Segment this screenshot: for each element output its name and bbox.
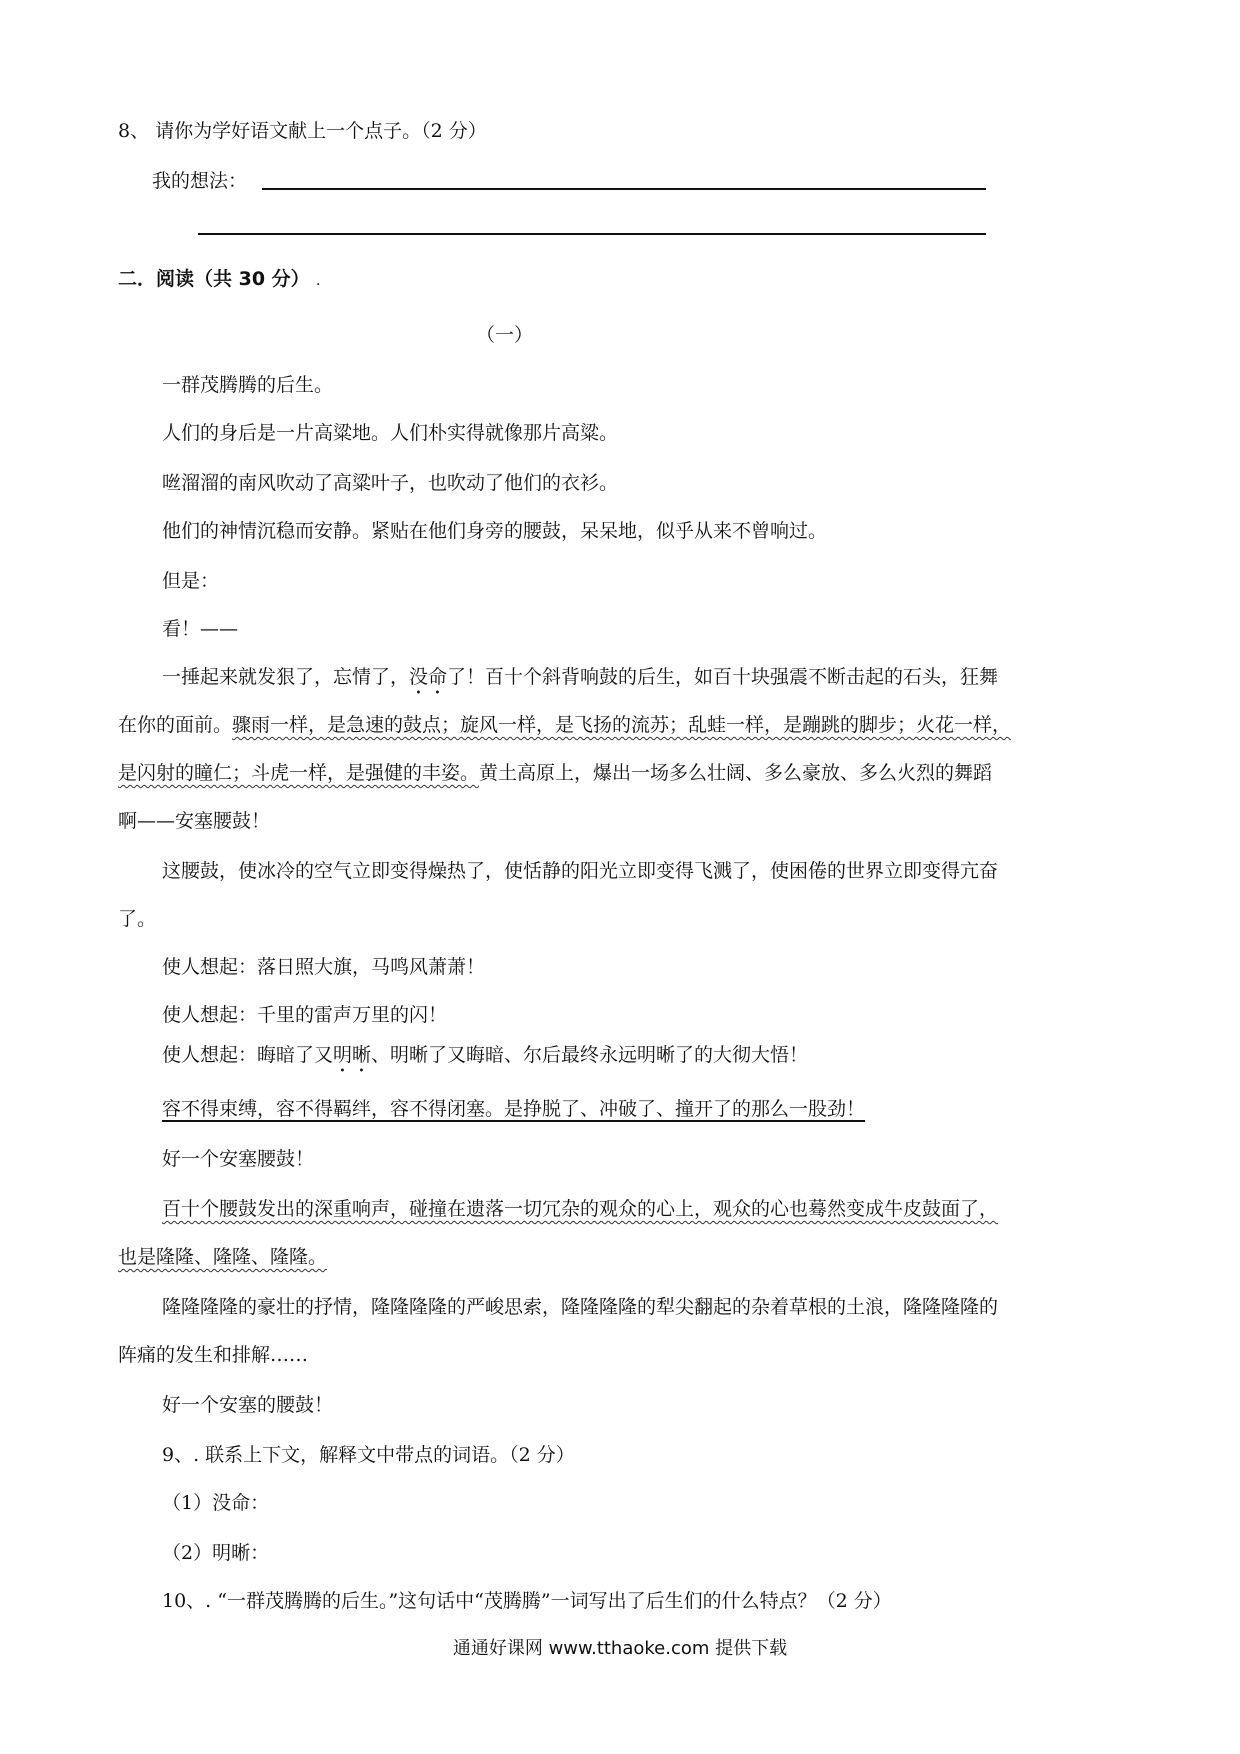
dotted-word-meiming: 没命 bbox=[409, 666, 448, 688]
wavy-underlined-sentence: 百十个腰鼓发出的深重响声，碰撞在遗落一切冗杂的观众的心上，观众的心也蓦然变成牛皮鼓面了， bbox=[162, 1198, 999, 1220]
q8-question: 8、 请你为学好语文献上一个点子。（2 分） bbox=[118, 120, 487, 142]
passage-p7-line3 bbox=[118, 760, 992, 786]
passage-p11 bbox=[162, 1042, 808, 1077]
passage-p2: 人们的身后是一片高粱地。人们朴实得就像那片高粱。 bbox=[162, 422, 619, 444]
passage-p3: 咝溜溜的南风吹动了高粱叶子，也吹动了他们的衣衫。 bbox=[162, 472, 619, 494]
p11-text-b: 、明晰了又晦暗、尔后最终永远明晰了的大彻大悟！ bbox=[371, 1044, 809, 1066]
underlined-sentence: 容不得束缚，容不得羁绊，容不得闭塞。是挣脱了、冲破了、撞开了的那么一股劲！ bbox=[162, 1098, 866, 1120]
p7-line2-text: 在你的面前。 bbox=[118, 714, 233, 736]
q8-answer-label: 我的想法： bbox=[152, 170, 248, 192]
passage-p15-line2: 阵痛的发生和排解…… bbox=[118, 1344, 309, 1366]
passage-p15-line1: 隆隆隆隆的豪壮的抒情，隆隆隆隆的严峻思索，隆隆隆隆的犁尖翻起的杂着草根的土浪，隆隆隆隆的 bbox=[162, 1296, 999, 1318]
passage-p7-line2 bbox=[118, 712, 1011, 738]
passage-p12 bbox=[162, 1096, 865, 1122]
wavy-underlined-text: 骤雨一样，是急速的鼓点；旋风一样，是飞扬的流苏；乱蛙一样，是蹦跳的脚步；火花一样， bbox=[232, 714, 1012, 736]
passage-p14-line1 bbox=[162, 1196, 998, 1222]
p7-text-b: 了！百十个斜背响鼓的后生，如百十块强震不断击起的石头，狂舞 bbox=[447, 666, 999, 688]
passage-p1: 一群茂腾腾的后生。 bbox=[162, 374, 334, 396]
passage-p8-line1: 这腰鼓，使冰冷的空气立即变得燥热了，使恬静的阳光立即变得飞溅了，使困倦的世界立即变得亢奋 bbox=[162, 860, 999, 882]
section-heading: 二．阅读（共 30 分） bbox=[118, 268, 310, 290]
passage-p16: 好一个安塞的腰鼓！ bbox=[162, 1394, 334, 1416]
passage-p9: 使人想起：落日照大旗，马鸣风萧萧！ bbox=[162, 956, 486, 978]
page-footer: 通通好课网 www.tthaoke.com 提供下载 bbox=[452, 1638, 788, 1659]
passage-p14-line2 bbox=[118, 1244, 327, 1270]
q9-question: 9、. 联系上下文，解释文中带点的词语。（2 分） bbox=[162, 1444, 575, 1466]
p11-text-a: 使人想起：晦暗了又 bbox=[162, 1044, 334, 1066]
q9-item1: （1）没命： bbox=[162, 1492, 270, 1514]
q9-item2: （2）明晰： bbox=[162, 1542, 270, 1564]
answer-line-2[interactable] bbox=[198, 233, 986, 235]
passage-p7-line4: 啊——安塞腰鼓！ bbox=[118, 810, 271, 832]
passage-p8-line2: 了。 bbox=[118, 908, 157, 930]
passage-p4: 他们的神情沉稳而安静。紧贴在他们身旁的腰鼓，呆呆地，似乎从来不曾响过。 bbox=[162, 520, 828, 542]
passage-p7-line1 bbox=[162, 664, 998, 699]
passage-p13: 好一个安塞腰鼓！ bbox=[162, 1148, 315, 1170]
wavy-underlined-text-2: 是闪射的瞳仁；斗虎一样，是强健的丰姿。 bbox=[118, 762, 480, 784]
dotted-word-mingxi: 明晰 bbox=[333, 1044, 372, 1066]
wavy-underlined-sentence-2: 也是隆隆、隆隆、隆隆。 bbox=[118, 1246, 328, 1268]
passage-p6: 看！—— bbox=[162, 618, 239, 640]
q10-question: 10、. “一群茂腾腾的后生。”这句话中“茂腾腾”一词写出了后生们的什么特点？（2 分） bbox=[162, 1590, 892, 1612]
passage-p10: 使人想起：千里的雷声万里的闪！ bbox=[162, 1004, 448, 1026]
answer-line-1[interactable] bbox=[262, 188, 986, 190]
passage-p5: 但是： bbox=[162, 570, 220, 592]
heading-mark: . bbox=[316, 273, 321, 289]
p7-line3-text: 黄土高原上，爆出一场多么壮阔、多么豪放、多么火烈的舞蹈 bbox=[479, 762, 993, 784]
part-one-label: （一） bbox=[476, 324, 534, 346]
p7-text-a: 一捶起来就发狠了，忘情了， bbox=[162, 666, 410, 688]
